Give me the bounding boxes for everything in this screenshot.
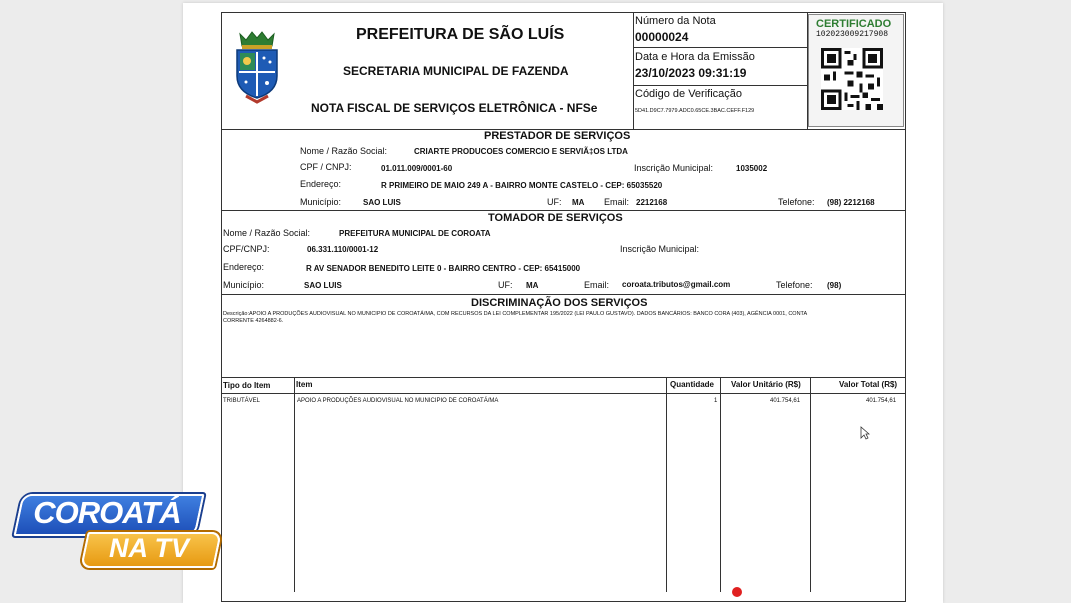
prestador-telefone-label: Telefone: bbox=[778, 197, 815, 207]
header-divider bbox=[633, 85, 807, 86]
tomador-cnpj-label: CPF/CNPJ: bbox=[223, 244, 270, 254]
tomador-nome-label: Nome / Razão Social: bbox=[223, 228, 311, 238]
row-tipo: TRIBUTÁVEL bbox=[223, 398, 261, 404]
column-header-valor-unitario: Valor Unitário (R$) bbox=[731, 380, 801, 389]
prestador-uf-label: UF: bbox=[547, 197, 562, 207]
tomador-im-label: Inscrição Municipal: bbox=[620, 244, 700, 254]
logo-line-1: COROATÁ bbox=[33, 495, 181, 530]
column-header-tipo: Tipo do Item bbox=[223, 381, 271, 390]
secretaria-title: SECRETARIA MUNICIPAL DE FAZENDA bbox=[343, 64, 569, 78]
certificado-label: CERTIFICADO bbox=[816, 18, 892, 30]
tomador-municipio-label: Município: bbox=[223, 280, 265, 290]
tomador-municipio-value: SAO LUIS bbox=[304, 281, 342, 290]
section-divider bbox=[221, 210, 906, 211]
mouse-cursor-icon bbox=[860, 426, 870, 440]
coroata-na-tv-logo bbox=[18, 494, 218, 568]
prestador-nome-value: CRIARTE PRODUCOES COMERCIO E SERVIÃ‡OS LTDA bbox=[414, 147, 628, 156]
prestador-nome-label: Nome / Razão Social: bbox=[300, 146, 388, 156]
prefeitura-title: PREFEITURA DE SÃO LUÍS bbox=[356, 26, 565, 43]
table-column-divider bbox=[720, 377, 721, 592]
table-header-border bbox=[221, 393, 906, 394]
row-item: APOIO A PRODUÇÕES AUDIOVISUAL NO MUNICIPIO DE COROATÁ/MA bbox=[297, 398, 499, 404]
qr-code-icon bbox=[821, 48, 883, 110]
row-valor-unitario: 401.754,61 bbox=[770, 398, 801, 404]
header-divider bbox=[633, 12, 634, 129]
prestador-endereco-value: R PRIMEIRO DE MAIO 249 A - BAIRRO MONTE CASTELO - CEP: 65035520 bbox=[381, 181, 663, 190]
numero-nota-label: Número da Nota bbox=[635, 15, 716, 27]
table-top-border bbox=[221, 377, 906, 378]
certificado-number: 102023009217908 bbox=[816, 30, 889, 39]
tomador-telefone-label: Telefone: bbox=[776, 280, 813, 290]
discriminacao-line-1: Descrição:APOIO A PRODUÇÕES AUDIOVISUAL NO MUNICIPIO DE COROATÁ/MA, COM RECURSOS DA LEI COMPLEMENTAR 195/2022 (LEI PAULO GUSTAVO). DADOS BANCÁRIOS: BANCO CORA (403), AGÊNCIA 0001, CONTA bbox=[223, 311, 808, 317]
recording-dot bbox=[732, 587, 742, 597]
prestador-section-title: PRESTADOR DE SERVIÇOS bbox=[484, 130, 631, 142]
tomador-uf-value: MA bbox=[526, 281, 539, 290]
column-header-item: Item bbox=[296, 380, 313, 389]
header-divider bbox=[633, 47, 807, 48]
prestador-uf-value: MA bbox=[572, 198, 585, 207]
discriminacao-section-title: DISCRIMINAÇÃO DOS SERVIÇOS bbox=[471, 297, 648, 309]
prestador-endereco-label: Endereço: bbox=[300, 179, 342, 189]
tomador-telefone-value: (98) bbox=[827, 281, 842, 290]
logo-line-2: NA TV bbox=[109, 533, 189, 563]
prestador-municipio-label: Município: bbox=[300, 197, 342, 207]
section-divider bbox=[221, 294, 906, 295]
verificacao-value: 5D41.D9C7.7979.ADC0.65CE.3BAC.CEFF.F129 bbox=[635, 108, 755, 114]
tomador-email-value: coroata.tributos@gmail.com bbox=[622, 280, 731, 289]
prestador-telefone-value: (98) 2212168 bbox=[827, 198, 875, 207]
prestador-im-label: Inscrição Municipal: bbox=[634, 163, 714, 173]
prestador-email-label: Email: bbox=[604, 197, 630, 207]
coat-of-arms-icon bbox=[232, 28, 282, 104]
prestador-im-value: 1035002 bbox=[736, 164, 768, 173]
table-column-divider bbox=[810, 377, 811, 592]
tomador-nome-value: PREFEITURA MUNICIPAL DE COROATA bbox=[339, 229, 491, 238]
discriminacao-line-2: CORRENTE 4264882-6. bbox=[223, 318, 284, 324]
tomador-endereco-label: Endereço: bbox=[223, 262, 265, 272]
table-column-divider bbox=[294, 377, 295, 592]
tomador-section-title: TOMADOR DE SERVIÇOS bbox=[488, 212, 623, 224]
tomador-uf-label: UF: bbox=[498, 280, 513, 290]
numero-nota-value: 00000024 bbox=[635, 30, 689, 44]
prestador-municipio-value: SAO LUIS bbox=[363, 198, 401, 207]
tomador-email-label: Email: bbox=[584, 280, 610, 290]
emissao-label: Data e Hora da Emissão bbox=[635, 51, 755, 63]
nfse-title: NOTA FISCAL DE SERVIÇOS ELETRÔNICA - NFSe bbox=[311, 101, 598, 115]
verificacao-label: Código de Verificação bbox=[635, 88, 743, 100]
table-column-divider bbox=[666, 377, 667, 592]
prestador-cnpj-value: 01.011.009/0001-60 bbox=[381, 164, 453, 173]
row-valor-total: 401.754,61 bbox=[866, 398, 897, 404]
prestador-cnpj-label: CPF / CNPJ: bbox=[300, 162, 352, 172]
tomador-cnpj-value: 06.331.110/0001-12 bbox=[307, 245, 379, 254]
column-header-quantidade: Quantidade bbox=[670, 380, 715, 389]
prestador-email-value: 2212168 bbox=[636, 198, 668, 207]
emissao-value: 23/10/2023 09:31:19 bbox=[635, 66, 747, 80]
column-header-valor-total: Valor Total (R$) bbox=[839, 380, 898, 389]
row-quantidade: 1 bbox=[714, 398, 718, 404]
tomador-endereco-value: R AV SENADOR BENEDITO LEITE 0 - BAIRRO CENTRO - CEP: 65415000 bbox=[306, 264, 581, 273]
